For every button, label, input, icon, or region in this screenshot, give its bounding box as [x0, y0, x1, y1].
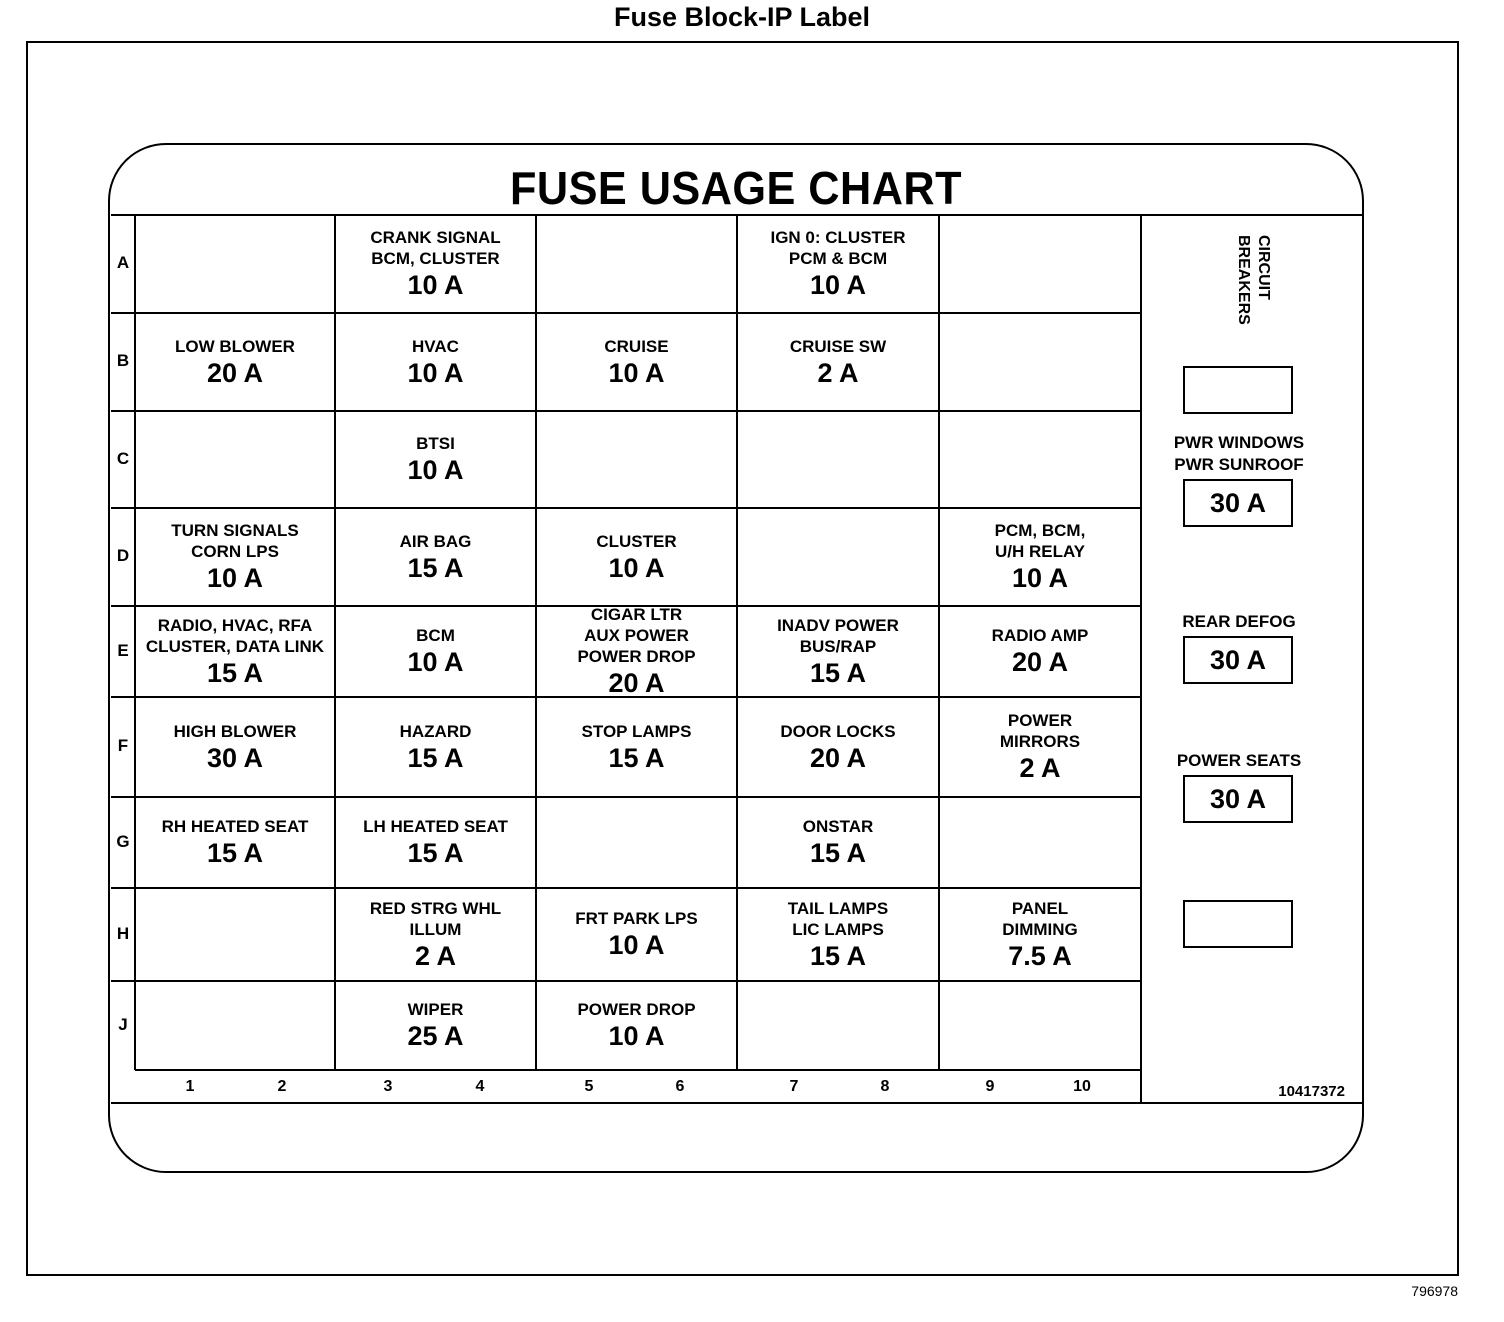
circuit-breaker-slot: 30 A	[1183, 775, 1293, 823]
fuse-label-line: TURN SIGNALS	[171, 521, 299, 540]
fuse-label	[596, 531, 676, 552]
column-number-2: 2	[277, 1078, 287, 1095]
fuse-cell	[335, 606, 536, 697]
fuse-label-line: DIMMING	[1002, 919, 1078, 939]
fuse-cell	[335, 981, 536, 1070]
fuse-cell	[536, 697, 737, 797]
fuse-label	[174, 721, 297, 742]
column-number-9: 9	[985, 1078, 995, 1095]
row-letter-j: J	[118, 1014, 128, 1034]
fuse-label	[408, 999, 464, 1020]
fuse-cell	[135, 797, 335, 888]
fuse-cell	[737, 606, 939, 697]
fuse-rating: 15 A	[809, 940, 867, 971]
fuse-label	[577, 999, 695, 1020]
fuse-rating: 10 A	[608, 1021, 665, 1051]
fuse-label-line: WIPER	[407, 1000, 464, 1019]
fuse-rating: 2 A	[414, 940, 456, 971]
circuit-breaker-label-line: REAR DEFOG	[1182, 612, 1296, 631]
fuse-label-line: RADIO, HVAC, RFA	[157, 615, 313, 635]
fuse-cell	[737, 797, 939, 888]
fuse-rating: 30 A	[206, 742, 264, 773]
fuse-label-line: U/H RELAY	[994, 542, 1086, 561]
fuse-cell	[939, 697, 1141, 797]
fuse-label-line: PCM, BCM,	[994, 521, 1086, 540]
fuse-label	[363, 816, 508, 837]
fuse-label-line: DOOR LOCKS	[780, 721, 896, 741]
fuse-label	[780, 721, 895, 742]
circuit-breaker-slot: 30 A	[1183, 636, 1293, 684]
fuse-label-line: FRT PARK LPS	[575, 909, 698, 928]
fuse-rating: 10 A	[608, 357, 665, 388]
fuse-label-line: CRUISE	[604, 336, 669, 356]
fuse-rating: 10 A	[608, 930, 665, 960]
fuse-label-line: AIR BAG	[399, 531, 472, 551]
fuse-label	[416, 625, 455, 646]
fuse-label-line: CIGAR LTR	[590, 605, 683, 624]
fuse-label-line: HAZARD	[399, 721, 472, 741]
fuse-label	[1002, 898, 1078, 940]
fuse-label-line: BCM	[416, 626, 455, 645]
circuit-breaker-label	[1150, 750, 1328, 772]
fuse-rating: 20 A	[809, 742, 867, 773]
fuse-cell	[135, 313, 335, 411]
circuit-breakers-title: CIRCUIT BREAKERS	[1235, 235, 1272, 325]
fuse-label	[400, 531, 472, 552]
fuse-label	[604, 336, 668, 357]
fuse-cell	[135, 888, 335, 981]
fuse-label	[412, 336, 459, 357]
fuse-cell	[737, 697, 939, 797]
fuse-cell	[536, 313, 737, 411]
row-letter-g: G	[116, 831, 130, 851]
column-number-7: 7	[789, 1078, 799, 1095]
row-letter-h: H	[116, 923, 130, 943]
fuse-rating: 15 A	[809, 838, 867, 868]
fuse-label-line: POWER DROP	[577, 1000, 696, 1019]
circuit-breaker-slot	[1183, 366, 1293, 414]
fuse-label	[146, 615, 324, 657]
fuse-rating: 10 A	[407, 357, 464, 388]
fuse-label	[162, 816, 309, 837]
fuse-label	[582, 721, 692, 742]
fuse-rating: 20 A	[608, 668, 665, 698]
fuse-cell	[737, 411, 939, 508]
fuse-cell	[135, 508, 335, 606]
column-number-8: 8	[880, 1078, 890, 1095]
fuse-cell	[939, 981, 1141, 1070]
row-letter-f: F	[117, 736, 129, 755]
fuse-label-line: IGN 0: CLUSTER	[770, 228, 906, 247]
fuse-rating: 15 A	[809, 657, 867, 688]
circuit-breaker-slot	[1183, 900, 1293, 948]
fuse-label-line: CRUISE SW	[789, 336, 887, 356]
fuse-label	[777, 615, 899, 657]
fuse-cell	[939, 508, 1141, 606]
row-letter-a: A	[116, 253, 130, 272]
fuse-label-line: TAIL LAMPS	[787, 898, 889, 918]
fuse-cell	[135, 981, 335, 1070]
fuse-cell	[335, 313, 536, 411]
fuse-cell	[737, 981, 939, 1070]
fuse-label-line: PCM & BCM	[788, 249, 888, 268]
row-letter-c: C	[116, 448, 130, 468]
column-number-10: 10	[1073, 1078, 1091, 1095]
fuse-label	[400, 721, 472, 742]
fuse-cell	[335, 411, 536, 508]
fuse-cell	[939, 215, 1141, 313]
fuse-cell	[536, 215, 737, 313]
fuse-rating: 15 A	[407, 838, 464, 868]
fuse-label	[1000, 710, 1080, 752]
figure-id: 796978	[1411, 1283, 1458, 1299]
fuse-label	[416, 433, 455, 454]
fuse-cell	[135, 411, 335, 508]
column-number-6: 6	[675, 1078, 685, 1095]
fuse-label-line: POWER	[1007, 711, 1073, 730]
part-number: 10417372	[1278, 1083, 1345, 1100]
fuse-rating: 10 A	[407, 270, 464, 300]
circuit-breaker-label-line: PWR WINDOWS	[1173, 433, 1305, 452]
column-number-3: 3	[383, 1078, 393, 1095]
fuse-cell	[536, 508, 737, 606]
fuse-label-line: LH HEATED SEAT	[363, 817, 508, 836]
fuse-label-line: HIGH BLOWER	[173, 721, 297, 741]
fuse-label-line: BUS/RAP	[799, 636, 877, 656]
fuse-cell	[335, 888, 536, 981]
fuse-cell	[536, 981, 737, 1070]
fuse-label-line: POWER DROP	[577, 647, 696, 666]
fuse-cell	[939, 606, 1141, 697]
fuse-label-line: CORN LPS	[191, 542, 279, 561]
fuse-rating: 15 A	[206, 657, 264, 688]
fuse-label	[370, 898, 501, 940]
fuse-label	[995, 520, 1086, 562]
fuse-rating: 15 A	[407, 742, 464, 773]
fuse-rating: 10 A	[608, 552, 665, 583]
fuse-label-line: LOW BLOWER	[175, 336, 295, 356]
fuse-rating: 10 A	[407, 455, 464, 485]
fuse-cell	[939, 411, 1141, 508]
row-letter-b: B	[116, 351, 130, 370]
fuse-cell	[536, 797, 737, 888]
fuse-label	[175, 336, 295, 357]
column-number-4: 4	[475, 1078, 485, 1095]
fuse-rating: 20 A	[206, 357, 264, 388]
fuse-rating: 10 A	[407, 647, 464, 677]
chart-title: FUSE USAGE CHART	[510, 162, 962, 214]
fuse-cell	[335, 697, 536, 797]
fuse-rating: 2 A	[1019, 753, 1061, 783]
fuse-rating: 25 A	[407, 1021, 464, 1051]
grid-line-horizontal	[111, 1102, 1363, 1104]
page-title: Fuse Block-IP Label	[613, 2, 871, 32]
fuse-rating: 10 A	[206, 563, 264, 593]
fuse-cell	[135, 606, 335, 697]
row-letter-d: D	[116, 546, 130, 565]
fuse-label-line: BCM, CLUSTER	[371, 249, 500, 268]
fuse-rating: 15 A	[608, 742, 665, 773]
fuse-cell	[737, 215, 939, 313]
fuse-rating: 20 A	[1011, 647, 1069, 677]
fuse-label	[171, 520, 299, 562]
fuse-label-line: RADIO AMP	[991, 626, 1089, 645]
fuse-cell	[939, 797, 1141, 888]
fuse-label-line: ONSTAR	[802, 817, 874, 836]
fuse-label-line: CRANK SIGNAL	[370, 228, 501, 247]
column-number-1: 1	[185, 1078, 195, 1095]
circuit-breaker-label-line: POWER SEATS	[1176, 751, 1302, 770]
column-number-5: 5	[584, 1078, 594, 1095]
fuse-label-line: INADV POWER	[777, 615, 899, 635]
fuse-cell	[536, 411, 737, 508]
fuse-cell	[335, 508, 536, 606]
fuse-cell	[536, 888, 737, 981]
fuse-label	[788, 898, 888, 940]
fuse-cell	[335, 215, 536, 313]
fuse-cell	[939, 888, 1141, 981]
fuse-label	[770, 227, 905, 269]
circuit-breaker-slot: 30 A	[1183, 479, 1293, 527]
fuse-rating: 7.5 A	[1008, 940, 1072, 971]
fuse-rating: 15 A	[206, 838, 264, 868]
fuse-cell	[536, 606, 737, 697]
fuse-label-line: AUX POWER	[584, 626, 689, 645]
fuse-label-line: STOP LAMPS	[581, 721, 692, 741]
fuse-label-line: RH HEATED SEAT	[161, 817, 309, 836]
fuse-label-line: CLUSTER	[596, 531, 677, 551]
fuse-label-line: PANEL	[1011, 898, 1069, 918]
fuse-cell	[939, 313, 1141, 411]
fuse-label	[803, 816, 874, 837]
fuse-label	[575, 908, 697, 929]
circuit-breaker-label-line: PWR SUNROOF	[1174, 455, 1304, 474]
fuse-rating: 2 A	[817, 357, 859, 388]
fuse-label-line: HVAC	[412, 336, 459, 356]
fuse-rating: 15 A	[407, 552, 464, 583]
fuse-cell	[737, 313, 939, 411]
fuse-cell	[335, 797, 536, 888]
fuse-label-line: CLUSTER, DATA LINK	[145, 636, 325, 656]
fuse-cell	[737, 508, 939, 606]
fuse-label-line: RED STRG WHL	[369, 898, 502, 918]
row-letter-e: E	[117, 640, 129, 660]
fuse-rating: 10 A	[1011, 563, 1069, 593]
fuse-label	[992, 625, 1089, 646]
fuse-label-line: ILLUM	[409, 919, 462, 939]
fuse-cell	[135, 215, 335, 313]
fuse-label	[370, 227, 500, 269]
fuse-cell	[737, 888, 939, 981]
fuse-label-line: BTSI	[416, 434, 455, 453]
fuse-label	[577, 604, 695, 667]
fuse-label	[790, 336, 886, 357]
circuit-breaker-label	[1150, 432, 1328, 476]
fuse-label-line: LIC LAMPS	[792, 919, 884, 939]
fuse-cell	[135, 697, 335, 797]
fuse-rating: 10 A	[809, 270, 867, 300]
circuit-breaker-label	[1150, 611, 1328, 633]
fuse-label-line: MIRRORS	[999, 732, 1081, 751]
